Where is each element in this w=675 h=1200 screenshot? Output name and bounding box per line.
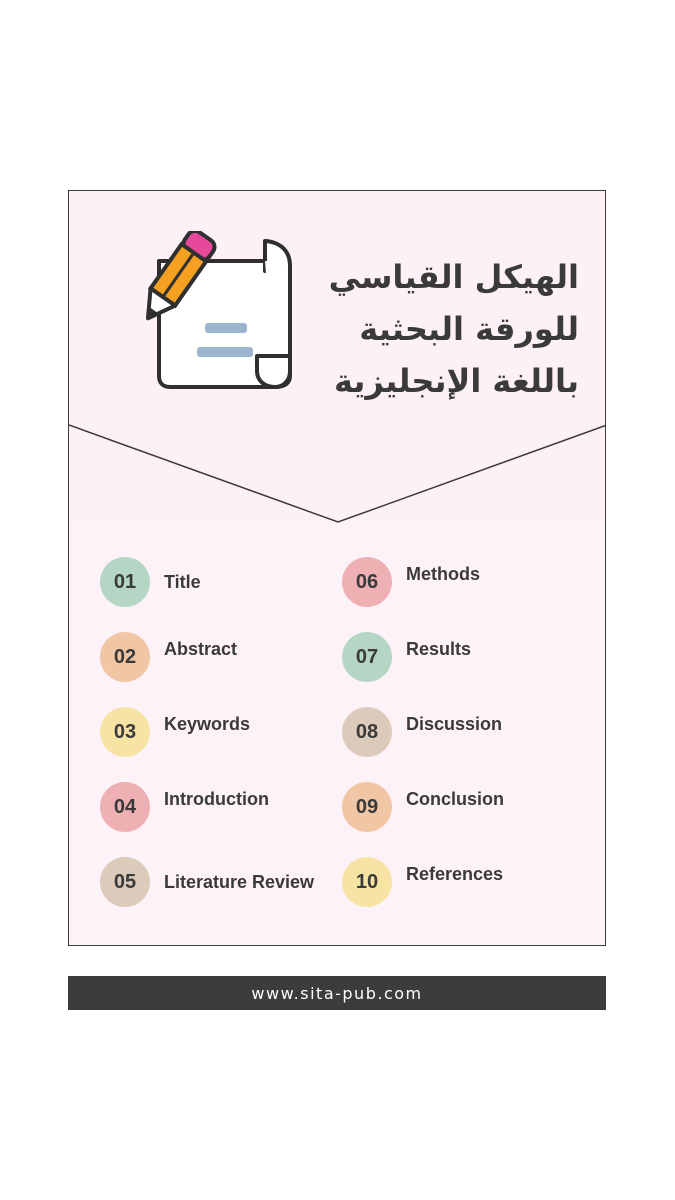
list-item bbox=[342, 631, 471, 683]
title-line-3: باللغة الإنجليزية bbox=[333, 362, 579, 400]
number-badge: 04 bbox=[100, 782, 150, 832]
item-label: Keywords bbox=[164, 713, 251, 734]
number-badge: 06 bbox=[342, 557, 392, 607]
number-badge: 01 bbox=[100, 557, 150, 607]
item-label: Introduction bbox=[164, 788, 269, 809]
list-item bbox=[342, 556, 480, 608]
pencil-and-paper-icon bbox=[125, 231, 295, 391]
website-url[interactable]: www.sita-pub.com bbox=[251, 983, 423, 1003]
item-label: Title bbox=[164, 571, 201, 592]
item-label: Results bbox=[406, 638, 472, 659]
list-item bbox=[100, 631, 237, 683]
list-item bbox=[100, 856, 314, 908]
list-item bbox=[100, 706, 250, 758]
number-badge: 02 bbox=[100, 632, 150, 682]
number-badge: 03 bbox=[100, 707, 150, 757]
title-line-1: الهيكل القياسي bbox=[328, 258, 579, 296]
list-item bbox=[342, 706, 502, 758]
item-label: Conclusion bbox=[406, 788, 504, 809]
list-item bbox=[100, 556, 201, 608]
number-badge: 05 bbox=[100, 857, 150, 907]
number-badge: 09 bbox=[342, 782, 392, 832]
list-item bbox=[342, 856, 503, 908]
footer-url-bar bbox=[68, 976, 606, 1010]
page-title bbox=[299, 251, 579, 407]
item-label: Literature Review bbox=[164, 871, 315, 892]
number-badge: 08 bbox=[342, 707, 392, 757]
number-badge: 10 bbox=[342, 857, 392, 907]
item-label: References bbox=[406, 863, 504, 884]
title-line-2: للورقة البحثية bbox=[359, 310, 579, 348]
item-label: Discussion bbox=[406, 713, 503, 734]
number-badge: 07 bbox=[342, 632, 392, 682]
list-item bbox=[342, 781, 504, 833]
item-label: Abstract bbox=[164, 638, 238, 659]
item-label: Methods bbox=[406, 563, 480, 584]
list-item bbox=[100, 781, 269, 833]
